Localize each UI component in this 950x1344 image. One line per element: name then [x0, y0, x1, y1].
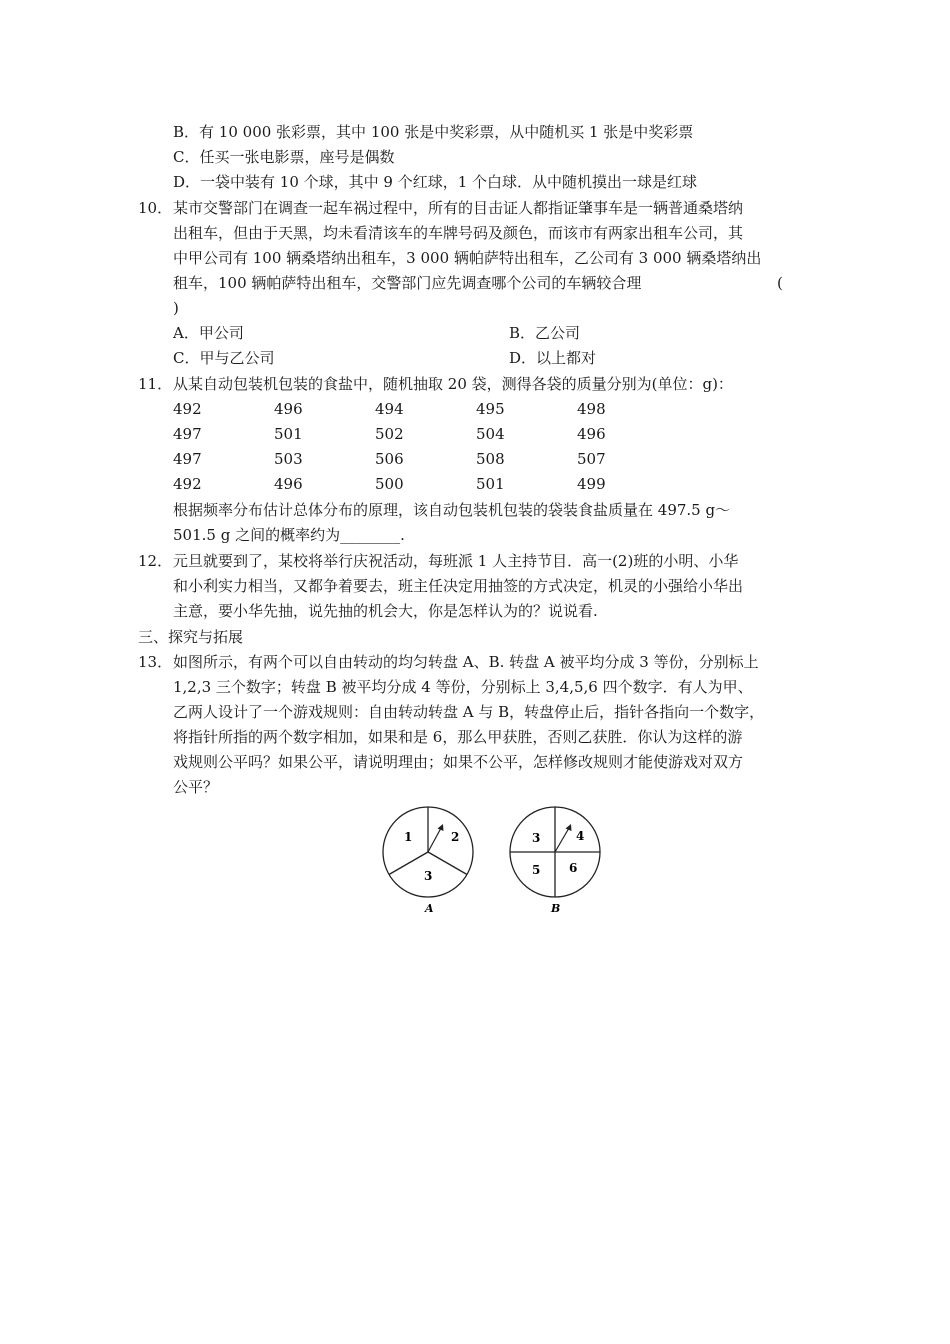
spinner-figure — [378, 806, 608, 918]
table-cell: 496 — [577, 425, 606, 443]
q10-line-1: 某市交警部门在调查一起车祸过程中，所有的目击证人都指证肇事车是一辆普通桑塔纳 — [173, 199, 744, 217]
table-cell: 501 — [476, 475, 505, 493]
spinner-a-number: 1 — [404, 830, 413, 844]
spinner-b — [510, 807, 600, 915]
q9-option-c: C．任买一张电影票，座号是偶数 — [173, 148, 395, 166]
table-cell: 507 — [577, 450, 606, 468]
spinner-b-label: B — [551, 902, 561, 915]
spinner-b-number: 5 — [532, 863, 541, 877]
spinner-a — [383, 807, 473, 915]
table-cell: 504 — [476, 425, 505, 443]
q13-line-5: 戏规则公平吗？如果公平，请说明理由；如果不公平，怎样修改规则才能使游戏对双方 — [173, 753, 744, 771]
q12-number: 12． — [138, 552, 173, 570]
table-cell: 496 — [274, 400, 303, 418]
q12-line-3: 主意，要小华先抽，说先抽的机会大，你是怎样认为的？说说看. — [173, 602, 598, 620]
spinner-b-number: 4 — [576, 829, 585, 843]
q13-number: 13． — [138, 653, 173, 671]
table-cell: 498 — [577, 400, 606, 418]
table-cell: 496 — [274, 475, 303, 493]
q10-number: 10． — [138, 199, 173, 217]
table-cell: 494 — [375, 400, 404, 418]
spinner-a-number: 2 — [451, 830, 460, 844]
section-title: 三、探究与拓展 — [138, 628, 244, 646]
q12-line-2: 和小利实力相当，又都争着要去，班主任决定用抽签的方式决定，机灵的小强给小华出 — [173, 577, 744, 595]
table-cell: 497 — [173, 450, 202, 468]
q13-line-3: 乙两人设计了一个游戏规则：自由转动转盘 A 与 B，转盘停止后，指针各指向一个数字， — [173, 703, 765, 721]
q13-line-4: 将指针所指的两个数字相加，如果和是 6，那么甲获胜，否则乙获胜．你认为这样的游 — [173, 728, 743, 746]
table-cell: 503 — [274, 450, 303, 468]
q11-intro: 从某自动包装机包装的食盐中，随机抽取 20 袋，测得各袋的质量分别为(单位：g)： — [173, 375, 733, 393]
q10-line-3: 中甲公司有 100 辆桑塔纳出租车，3 000 辆帕萨特出租车，乙公司有 3 000 辆桑塔纳出 — [173, 249, 762, 267]
spinner-b-pointer-icon — [555, 828, 569, 852]
q10-option-a: A．甲公司 — [173, 324, 244, 342]
q13-line-2: 1,2,3 三个数字；转盘 B 被平均分成 4 等份，分别标上 3,4,5,6 四个数字．有人为甲、 — [173, 678, 753, 696]
table-cell: 492 — [173, 400, 202, 418]
q10-answer-paren-open: ( — [777, 274, 783, 292]
table-cell: 495 — [476, 400, 505, 418]
spinner-a-label: A — [425, 902, 434, 915]
q10-option-c: C．甲与乙公司 — [173, 349, 275, 367]
table-cell: 497 — [173, 425, 202, 443]
q11-number: 11． — [138, 375, 173, 393]
spinner-a-divider — [428, 852, 467, 875]
spinner-figure-svg — [378, 806, 608, 918]
q13-line-1: 如图所示，有两个可以自由转动的均匀转盘 A、B. 转盘 A 被平均分成 3 等份，分别标上 — [173, 653, 759, 671]
q10-answer-paren-close: ) — [173, 299, 179, 317]
table-cell: 502 — [375, 425, 404, 443]
q10-line-2: 出租车，但由于天黑，均未看清该车的车牌号码及颜色，而该市有两家出租车公司，其 — [173, 224, 744, 242]
spinner-b-number: 3 — [532, 831, 541, 845]
spinner-a-pointer-icon — [428, 828, 441, 852]
q13-line-6: 公平？ — [173, 778, 219, 796]
spinner-a-divider — [389, 852, 428, 875]
q12-line-1: 元旦就要到了，某校将举行庆祝活动，每班派 1 人主持节目．高一(2)班的小明、小华 — [173, 552, 739, 570]
table-cell: 492 — [173, 475, 202, 493]
q11-conclusion-line-2: 501.5 g 之间的概率约为________. — [173, 526, 405, 544]
table-cell: 508 — [476, 450, 505, 468]
spinner-a-number: 3 — [424, 869, 433, 883]
q9-option-d: D．一袋中装有 10 个球，其中 9 个红球，1 个白球．从中随机摸出一球是红球 — [173, 173, 698, 191]
table-cell: 501 — [274, 425, 303, 443]
spinner-b-number: 6 — [569, 861, 578, 875]
q9-option-b: B．有 10 000 张彩票，其中 100 张是中奖彩票，从中随机买 1 张是中奖彩票 — [173, 123, 694, 141]
table-cell: 500 — [375, 475, 404, 493]
q10-option-b: B．乙公司 — [509, 324, 581, 342]
table-cell: 506 — [375, 450, 404, 468]
q10-option-d: D．以上都对 — [509, 349, 597, 367]
q11-conclusion-line-1: 根据频率分布估计总体分布的原理，该自动包装机包装的袋装食盐质量在 497.5 g～ — [173, 501, 731, 519]
q10-line-4: 租车，100 辆帕萨特出租车，交警部门应先调查哪个公司的车辆较合理 — [173, 274, 642, 292]
table-cell: 499 — [577, 475, 606, 493]
